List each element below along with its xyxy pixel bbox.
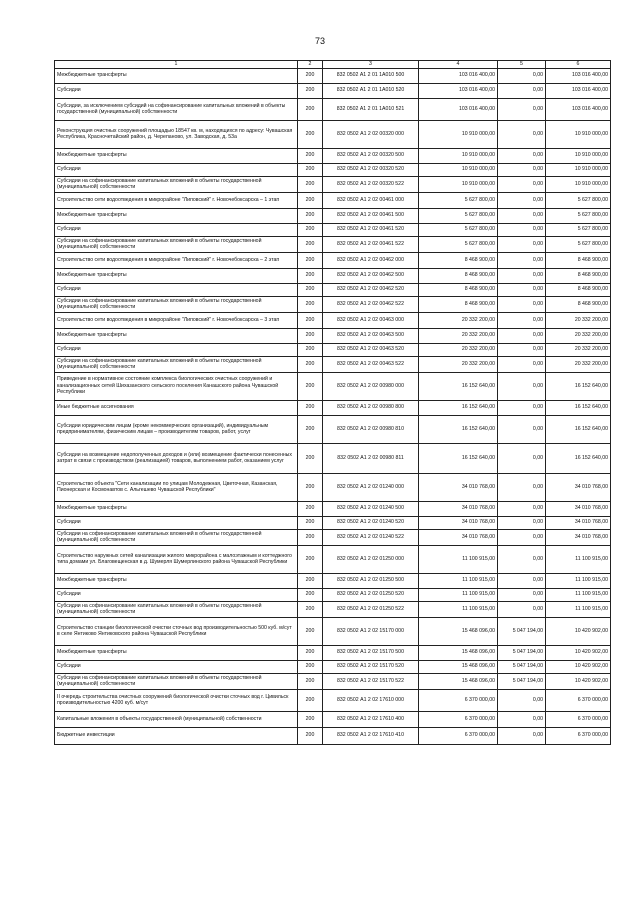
table-row <box>55 529 611 545</box>
row-amount-cell: 15 468 096,00 <box>419 660 498 673</box>
table-row <box>55 208 611 223</box>
row-amount-cell: 0,00 <box>498 415 546 443</box>
row-amount-cell: 0,00 <box>498 296 546 312</box>
row-amount-cell: 34 010 768,00 <box>419 516 498 529</box>
row-name-cell: Межбюджетные трансферты <box>55 328 298 343</box>
row-code-cell: 200 <box>298 588 323 601</box>
row-amount-cell: 0,00 <box>498 328 546 343</box>
row-amount-cell: 8 468 900,00 <box>419 296 498 312</box>
row-amount-cell: 16 152 640,00 <box>419 400 498 415</box>
row-name-cell: Межбюджетные трансферты <box>55 148 298 163</box>
row-amount-cell: 16 152 640,00 <box>546 372 611 400</box>
row-amount-cell: 20 332 200,00 <box>419 328 498 343</box>
row-name-cell: Субсидии на возмещение недополученных доходов и (или) возмещение фактически понесенных затрат в связи с производством (реализацией) товаров, выполнением работ, оказанием услуг <box>55 443 298 473</box>
table-row <box>55 83 611 98</box>
table-row <box>55 443 611 473</box>
row-code-cell: 200 <box>298 148 323 163</box>
row-amount-cell: 6 370 000,00 <box>419 689 498 711</box>
table-row <box>55 268 611 283</box>
row-name-cell: Субсидии <box>55 343 298 356</box>
row-amount-cell: 5 047 194,00 <box>498 617 546 645</box>
table-row <box>55 283 611 296</box>
row-amount-cell: 5 047 194,00 <box>498 645 546 660</box>
row-amount-cell: 0,00 <box>498 283 546 296</box>
row-amount-cell: 20 332 200,00 <box>419 343 498 356</box>
row-amount-cell: 34 010 768,00 <box>419 501 498 516</box>
row-amount-cell: 6 370 000,00 <box>419 727 498 744</box>
row-amount-cell: 0,00 <box>498 400 546 415</box>
row-code-cell: 200 <box>298 415 323 443</box>
row-code-cell: 200 <box>298 83 323 98</box>
row-code-cell: 200 <box>298 473 323 501</box>
row-classification-cell: 832 0502 А1 2 02 01240 000 <box>323 473 419 501</box>
table-row <box>55 660 611 673</box>
table-row <box>55 312 611 328</box>
row-name-cell: Субсидии <box>55 83 298 98</box>
row-amount-cell: 0,00 <box>498 601 546 617</box>
table-row <box>55 148 611 163</box>
row-amount-cell: 10 910 000,00 <box>419 176 498 192</box>
row-name-cell: Субсидии юридическим лицам (кроме некоммерческих организаций), индивидуальным предпринимателям, физическим лицам – производителям товаров, работ, услуг <box>55 415 298 443</box>
row-amount-cell: 16 152 640,00 <box>419 415 498 443</box>
row-classification-cell: 832 0502 А1 2 02 15170 000 <box>323 617 419 645</box>
row-code-cell: 200 <box>298 660 323 673</box>
row-amount-cell: 16 152 640,00 <box>546 443 611 473</box>
row-amount-cell: 15 468 096,00 <box>419 617 498 645</box>
row-amount-cell: 0,00 <box>498 120 546 148</box>
row-amount-cell: 103 016 400,00 <box>546 83 611 98</box>
row-classification-cell: 832 0502 А1 2 02 00320 500 <box>323 148 419 163</box>
row-amount-cell: 0,00 <box>498 727 546 744</box>
row-amount-cell: 11 100 915,00 <box>546 573 611 588</box>
row-amount-cell: 8 468 900,00 <box>546 268 611 283</box>
row-amount-cell: 0,00 <box>498 148 546 163</box>
row-classification-cell: 832 0502 А1 2 02 00462 000 <box>323 252 419 268</box>
table-row <box>55 689 611 711</box>
row-amount-cell: 0,00 <box>498 252 546 268</box>
row-code-cell: 200 <box>298 673 323 689</box>
row-classification-cell: 832 0502 А1 2 02 15170 500 <box>323 645 419 660</box>
row-amount-cell: 20 332 200,00 <box>546 328 611 343</box>
row-amount-cell: 0,00 <box>498 312 546 328</box>
row-amount-cell: 8 468 900,00 <box>419 252 498 268</box>
row-amount-cell: 8 468 900,00 <box>546 252 611 268</box>
row-code-cell: 200 <box>298 645 323 660</box>
row-name-cell: Реконструкция очистных сооружений площадью 18547 кв. м, находящихся по адресу: Чувашская Республика, Красночетайский район, д. Черепаново, ул. Заводская, д. 53а <box>55 120 298 148</box>
row-name-cell: Строительство объекта "Сети канализации по улицам Молодежная, Цветочная, Казанская, Пионерская и Космонавтов с. Альгешево Чувашской Республики" <box>55 473 298 501</box>
row-classification-cell: 832 0502 А1 2 02 17610 000 <box>323 689 419 711</box>
row-code-cell: 200 <box>298 176 323 192</box>
row-classification-cell: 832 0502 А1 2 02 00463 522 <box>323 356 419 372</box>
row-name-cell: Межбюджетные трансферты <box>55 573 298 588</box>
row-classification-cell: 832 0502 А1 2 02 00320 520 <box>323 163 419 176</box>
row-code-cell: 200 <box>298 727 323 744</box>
row-classification-cell: 832 0502 А1 2 02 01250 500 <box>323 573 419 588</box>
row-name-cell: Субсидии на софинансирование капитальных вложений в объекты государственной (муниципальной) собственности <box>55 529 298 545</box>
row-code-cell: 200 <box>298 529 323 545</box>
page-number: 73 <box>314 36 325 46</box>
row-amount-cell: 0,00 <box>498 689 546 711</box>
row-amount-cell: 8 468 900,00 <box>419 268 498 283</box>
column-header: 2 <box>298 61 323 69</box>
row-classification-cell: 832 0502 А1 2 02 01240 500 <box>323 501 419 516</box>
row-amount-cell: 103 016 400,00 <box>546 68 611 83</box>
table-row <box>55 163 611 176</box>
row-name-cell: Строительство станции биологической очистки сточных вод производительностью 500 куб. м/сут в селе Янтиково Янтиковского района Чувашской Республики <box>55 617 298 645</box>
row-name-cell: II очередь строительства очистных сооружений биологической очистки сточных вод г. Цивильск производительностью 4200 куб. м/сут <box>55 689 298 711</box>
row-name-cell: Межбюджетные трансферты <box>55 268 298 283</box>
row-name-cell: Межбюджетные трансферты <box>55 68 298 83</box>
table-row <box>55 296 611 312</box>
row-code-cell: 200 <box>298 711 323 727</box>
table-row <box>55 400 611 415</box>
row-name-cell: Субсидии на софинансирование капитальных вложений в объекты государственной (муниципальной) собственности <box>55 296 298 312</box>
table-header-row <box>55 61 611 69</box>
table-row <box>55 120 611 148</box>
row-classification-cell: 832 0502 А1 2 02 00980 000 <box>323 372 419 400</box>
row-amount-cell: 6 370 000,00 <box>419 711 498 727</box>
budget-table <box>54 60 611 745</box>
row-classification-cell: 832 0502 А1 2 01 1А010 500 <box>323 68 419 83</box>
table-row <box>55 727 611 744</box>
row-amount-cell: 0,00 <box>498 545 546 573</box>
row-code-cell: 200 <box>298 268 323 283</box>
table-row <box>55 176 611 192</box>
row-name-cell: Приведение в нормативное состояние комплекса биологических очистных сооружений и канализационных сетей Шихазанского сельского поселения Канашского района Чувашской Республики <box>55 372 298 400</box>
row-code-cell: 200 <box>298 400 323 415</box>
table-row <box>55 545 611 573</box>
row-name-cell: Субсидии <box>55 516 298 529</box>
row-amount-cell: 5 627 800,00 <box>546 208 611 223</box>
row-name-cell: Межбюджетные трансферты <box>55 501 298 516</box>
table-row <box>55 356 611 372</box>
row-classification-cell: 832 0502 А1 2 01 1А010 520 <box>323 83 419 98</box>
row-amount-cell: 11 100 915,00 <box>546 601 611 617</box>
row-amount-cell: 0,00 <box>498 163 546 176</box>
row-classification-cell: 832 0502 А1 2 02 15170 520 <box>323 660 419 673</box>
row-code-cell: 200 <box>298 689 323 711</box>
row-amount-cell: 103 016 400,00 <box>419 68 498 83</box>
row-classification-cell: 832 0502 А1 2 02 00980 810 <box>323 415 419 443</box>
row-classification-cell: 832 0502 А1 2 02 00463 000 <box>323 312 419 328</box>
table-row <box>55 372 611 400</box>
table-row <box>55 673 611 689</box>
row-amount-cell: 10 910 000,00 <box>546 148 611 163</box>
row-code-cell: 200 <box>298 283 323 296</box>
row-amount-cell: 5 627 800,00 <box>546 223 611 236</box>
row-classification-cell: 832 0502 А1 2 02 00462 522 <box>323 296 419 312</box>
row-amount-cell: 34 010 768,00 <box>546 516 611 529</box>
row-code-cell: 200 <box>298 343 323 356</box>
row-amount-cell: 103 016 400,00 <box>419 98 498 120</box>
row-classification-cell: 832 0502 А1 2 02 00320 000 <box>323 120 419 148</box>
row-classification-cell: 832 0502 А1 2 02 00461 000 <box>323 192 419 208</box>
row-classification-cell: 832 0502 А1 2 02 00461 522 <box>323 236 419 252</box>
row-code-cell: 200 <box>298 252 323 268</box>
row-amount-cell: 5 627 800,00 <box>419 208 498 223</box>
row-name-cell: Капитальные вложения в объекты государственной (муниципальной) собственности <box>55 711 298 727</box>
row-amount-cell: 0,00 <box>498 588 546 601</box>
table-row <box>55 98 611 120</box>
row-code-cell: 200 <box>298 163 323 176</box>
row-amount-cell: 5 047 194,00 <box>498 660 546 673</box>
row-classification-cell: 832 0502 А1 2 02 15170 522 <box>323 673 419 689</box>
row-amount-cell: 0,00 <box>498 68 546 83</box>
row-amount-cell: 10 420 902,00 <box>546 645 611 660</box>
row-amount-cell: 10 420 902,00 <box>546 673 611 689</box>
row-amount-cell: 0,00 <box>498 501 546 516</box>
row-name-cell: Межбюджетные трансферты <box>55 208 298 223</box>
row-amount-cell: 103 016 400,00 <box>419 83 498 98</box>
row-amount-cell: 0,00 <box>498 516 546 529</box>
row-amount-cell: 16 152 640,00 <box>546 400 611 415</box>
row-code-cell: 200 <box>298 443 323 473</box>
row-classification-cell: 832 0502 А1 2 02 00463 520 <box>323 343 419 356</box>
row-classification-cell: 832 0502 А1 2 02 17610 400 <box>323 711 419 727</box>
row-classification-cell: 832 0502 А1 2 02 00462 500 <box>323 268 419 283</box>
row-classification-cell: 832 0502 А1 2 02 00980 800 <box>323 400 419 415</box>
row-classification-cell: 832 0502 А1 2 02 01240 522 <box>323 529 419 545</box>
row-amount-cell: 8 468 900,00 <box>419 283 498 296</box>
table-row <box>55 68 611 83</box>
column-header: 1 <box>55 61 298 69</box>
row-classification-cell: 832 0502 А1 2 02 01250 522 <box>323 601 419 617</box>
row-amount-cell: 6 370 000,00 <box>546 727 611 744</box>
row-name-cell: Субсидии <box>55 223 298 236</box>
row-name-cell: Субсидии, за исключением субсидий на софинансирование капитальных вложений в объекты государственной (муниципальной) собственности <box>55 98 298 120</box>
row-code-cell: 200 <box>298 573 323 588</box>
table-row <box>55 516 611 529</box>
row-amount-cell: 5 047 194,00 <box>498 673 546 689</box>
row-code-cell: 200 <box>298 372 323 400</box>
table-row <box>55 236 611 252</box>
row-code-cell: 200 <box>298 617 323 645</box>
row-name-cell: Строительство наружных сетей канализации жилого микрорайона с малоэтажным и коттеджного типа домами ул. Благовещенская в д. Шумерля Шумерлинского района Чувашской Республики <box>55 545 298 573</box>
row-amount-cell: 16 152 640,00 <box>419 443 498 473</box>
row-amount-cell: 0,00 <box>498 192 546 208</box>
row-amount-cell: 0,00 <box>498 268 546 283</box>
table-row <box>55 645 611 660</box>
row-amount-cell: 10 420 902,00 <box>546 660 611 673</box>
table-row <box>55 617 611 645</box>
row-classification-cell: 832 0502 А1 2 02 01250 520 <box>323 588 419 601</box>
row-amount-cell: 11 100 915,00 <box>546 545 611 573</box>
row-amount-cell: 8 468 900,00 <box>546 296 611 312</box>
row-name-cell: Строительство сети водоотведения в микрорайоне "Липовский" г. Новочебоксарска – 3 этап <box>55 312 298 328</box>
row-amount-cell: 0,00 <box>498 372 546 400</box>
row-classification-cell: 832 0502 А1 2 02 00462 520 <box>323 283 419 296</box>
row-name-cell: Строительство сети водоотведения в микрорайоне "Липовский" г. Новочебоксарска – 1 этап <box>55 192 298 208</box>
column-header: 4 <box>419 61 498 69</box>
row-amount-cell: 20 332 200,00 <box>546 343 611 356</box>
row-name-cell: Субсидии на софинансирование капитальных вложений в объекты государственной (муниципальной) собственности <box>55 673 298 689</box>
row-amount-cell: 15 468 096,00 <box>419 645 498 660</box>
row-amount-cell: 5 627 800,00 <box>546 236 611 252</box>
row-amount-cell: 6 370 000,00 <box>546 689 611 711</box>
row-amount-cell: 34 010 768,00 <box>546 473 611 501</box>
row-classification-cell: 832 0502 А1 2 02 17610 410 <box>323 727 419 744</box>
table-row <box>55 223 611 236</box>
row-amount-cell: 0,00 <box>498 208 546 223</box>
row-amount-cell: 0,00 <box>498 356 546 372</box>
table-row <box>55 588 611 601</box>
table-row <box>55 711 611 727</box>
row-amount-cell: 20 332 200,00 <box>419 312 498 328</box>
row-amount-cell: 10 910 000,00 <box>419 163 498 176</box>
row-amount-cell: 0,00 <box>498 176 546 192</box>
row-amount-cell: 0,00 <box>498 473 546 501</box>
row-code-cell: 200 <box>298 296 323 312</box>
row-amount-cell: 11 100 915,00 <box>419 573 498 588</box>
row-classification-cell: 832 0502 А1 2 02 00320 522 <box>323 176 419 192</box>
row-amount-cell: 10 910 000,00 <box>546 176 611 192</box>
table-row <box>55 415 611 443</box>
row-classification-cell: 832 0502 А1 2 02 00463 500 <box>323 328 419 343</box>
row-amount-cell: 5 627 800,00 <box>419 223 498 236</box>
row-code-cell: 200 <box>298 545 323 573</box>
table-row <box>55 192 611 208</box>
row-amount-cell: 10 910 000,00 <box>419 148 498 163</box>
row-name-cell: Субсидии <box>55 660 298 673</box>
row-code-cell: 200 <box>298 601 323 617</box>
row-amount-cell: 34 010 768,00 <box>546 501 611 516</box>
row-classification-cell: 832 0502 А1 2 01 1А010 521 <box>323 98 419 120</box>
row-amount-cell: 5 627 800,00 <box>419 236 498 252</box>
table-body <box>55 68 611 744</box>
table-row <box>55 252 611 268</box>
row-amount-cell: 10 910 000,00 <box>546 163 611 176</box>
row-amount-cell: 20 332 200,00 <box>546 312 611 328</box>
row-amount-cell: 34 010 768,00 <box>546 529 611 545</box>
row-name-cell: Субсидии <box>55 283 298 296</box>
row-classification-cell: 832 0502 А1 2 02 00461 500 <box>323 208 419 223</box>
table-row <box>55 601 611 617</box>
row-amount-cell: 5 627 800,00 <box>546 192 611 208</box>
row-classification-cell: 832 0502 А1 2 02 00461 520 <box>323 223 419 236</box>
row-amount-cell: 6 370 000,00 <box>546 711 611 727</box>
column-header: 6 <box>546 61 611 69</box>
row-amount-cell: 0,00 <box>498 443 546 473</box>
row-code-cell: 200 <box>298 312 323 328</box>
row-amount-cell: 10 910 000,00 <box>546 120 611 148</box>
row-amount-cell: 10 910 000,00 <box>419 120 498 148</box>
row-name-cell: Иные бюджетные ассигнования <box>55 400 298 415</box>
row-code-cell: 200 <box>298 192 323 208</box>
row-name-cell: Межбюджетные трансферты <box>55 645 298 660</box>
row-amount-cell: 103 016 400,00 <box>546 98 611 120</box>
row-amount-cell: 16 152 640,00 <box>419 372 498 400</box>
table-row <box>55 343 611 356</box>
row-name-cell: Субсидии <box>55 588 298 601</box>
row-amount-cell: 20 332 200,00 <box>419 356 498 372</box>
row-amount-cell: 5 627 800,00 <box>419 192 498 208</box>
row-amount-cell: 16 152 640,00 <box>546 415 611 443</box>
row-code-cell: 200 <box>298 120 323 148</box>
row-name-cell: Субсидии на софинансирование капитальных вложений в объекты государственной (муниципальной) собственности <box>55 356 298 372</box>
table-row <box>55 473 611 501</box>
row-amount-cell: 11 100 915,00 <box>419 545 498 573</box>
row-amount-cell: 0,00 <box>498 98 546 120</box>
row-name-cell: Бюджетные инвестиции <box>55 727 298 744</box>
row-code-cell: 200 <box>298 516 323 529</box>
row-classification-cell: 832 0502 А1 2 02 01250 000 <box>323 545 419 573</box>
row-code-cell: 200 <box>298 68 323 83</box>
row-code-cell: 200 <box>298 501 323 516</box>
row-amount-cell: 0,00 <box>498 711 546 727</box>
row-amount-cell: 20 332 200,00 <box>546 356 611 372</box>
row-amount-cell: 15 468 096,00 <box>419 673 498 689</box>
row-amount-cell: 34 010 768,00 <box>419 529 498 545</box>
row-classification-cell: 832 0502 А1 2 02 00980 811 <box>323 443 419 473</box>
row-amount-cell: 11 100 915,00 <box>419 601 498 617</box>
row-code-cell: 200 <box>298 328 323 343</box>
row-name-cell: Субсидии на софинансирование капитальных вложений в объекты государственной (муниципальной) собственности <box>55 176 298 192</box>
row-code-cell: 200 <box>298 236 323 252</box>
row-amount-cell: 0,00 <box>498 83 546 98</box>
table-row <box>55 501 611 516</box>
row-amount-cell: 0,00 <box>498 529 546 545</box>
row-code-cell: 200 <box>298 208 323 223</box>
row-amount-cell: 10 420 902,00 <box>546 617 611 645</box>
row-name-cell: Субсидии на софинансирование капитальных вложений в объекты государственной (муниципальной) собственности <box>55 236 298 252</box>
row-code-cell: 200 <box>298 98 323 120</box>
row-amount-cell: 0,00 <box>498 223 546 236</box>
row-name-cell: Строительство сети водоотведения в микрорайоне "Липовский" г. Новочебоксарска – 2 этап <box>55 252 298 268</box>
row-amount-cell: 0,00 <box>498 343 546 356</box>
row-amount-cell: 11 100 915,00 <box>419 588 498 601</box>
row-amount-cell: 0,00 <box>498 236 546 252</box>
table-row <box>55 328 611 343</box>
row-code-cell: 200 <box>298 356 323 372</box>
row-name-cell: Субсидии <box>55 163 298 176</box>
row-amount-cell: 11 100 915,00 <box>546 588 611 601</box>
row-amount-cell: 34 010 768,00 <box>419 473 498 501</box>
row-name-cell: Субсидии на софинансирование капитальных вложений в объекты государственной (муниципальной) собственности <box>55 601 298 617</box>
row-code-cell: 200 <box>298 223 323 236</box>
table-row <box>55 573 611 588</box>
row-amount-cell: 0,00 <box>498 573 546 588</box>
column-header: 5 <box>498 61 546 69</box>
row-amount-cell: 8 468 900,00 <box>546 283 611 296</box>
row-classification-cell: 832 0502 А1 2 02 01240 520 <box>323 516 419 529</box>
column-header: 3 <box>323 61 419 69</box>
